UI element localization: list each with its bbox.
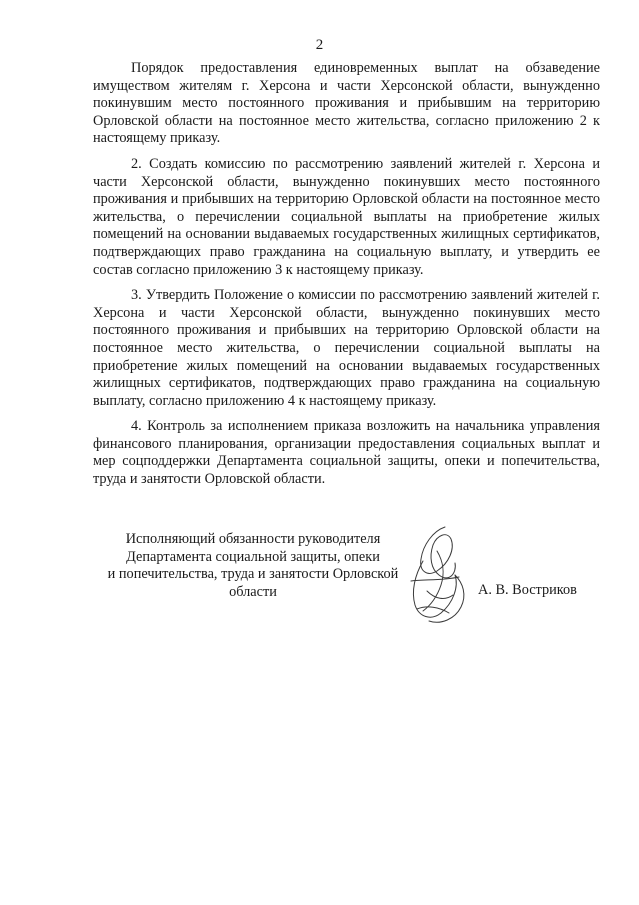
signer-name: А. В. Востриков bbox=[478, 582, 577, 598]
handwritten-signature bbox=[393, 521, 488, 631]
document-body bbox=[93, 60, 600, 497]
signer-position-line: области bbox=[229, 583, 277, 600]
signature-block bbox=[93, 531, 600, 611]
signer-position-line: Исполняющий обязанности руководителя bbox=[125, 531, 381, 547]
signer-position-line: Департамента социальной защиты, опеки bbox=[126, 548, 380, 565]
paragraph-item-4: 4. Контроль за исполнением приказа возложить на начальника управления финансового планирования, организации предоставления социальных выплат и мер соцподдержки Департамента социальной защиты, опеки и попечительства, труда и занятости Орловской области. bbox=[93, 418, 600, 488]
paragraph-item-3: 3. Утвердить Положение о комиссии по рассмотрению заявлений жителей г. Херсона и части Херсонской области, вынужденно покинувших место постоянного проживания и прибывших на территорию Орловской области на постоянное место жительства, о перечислении социальной выплаты на приобретение жилых помещений на основании выдаваемых государственных жилищных сертификатов, подтверждающих право гражданина на социальную выплату, согласно приложению 4 к настоящему приказу. bbox=[93, 287, 600, 409]
signer-position bbox=[93, 531, 413, 601]
signer-position-line: и попечительства, труда и занятости Орловской bbox=[107, 566, 399, 583]
paragraph-item-2: 2. Создать комиссию по рассмотрению заявлений жителей г. Херсона и части Херсонской области, вынужденно покинувших место постоянного проживания и прибывших на территорию Орловской области на постоянное место жительства, о перечислении социальной выплаты на приобретение жилых помещений на основании выдаваемых государственных жилищных сертификатов, подтверждающих право гражданина на социальную выплату, и утвердить ее состав согласно приложению 3 к настоящему приказу. bbox=[93, 155, 600, 278]
paragraph-procedure-continuation: Порядок предоставления единовременных выплат на обзаведение имуществом жителям г. Херсона и части Херсонской области, вынужденно покинувшим место постоянного проживания и прибывшим на территорию Орловской области на постоянное место жительства, согласно приложению 2 к настоящему приказу. bbox=[93, 60, 600, 147]
page-number: 2 bbox=[315, 37, 324, 53]
